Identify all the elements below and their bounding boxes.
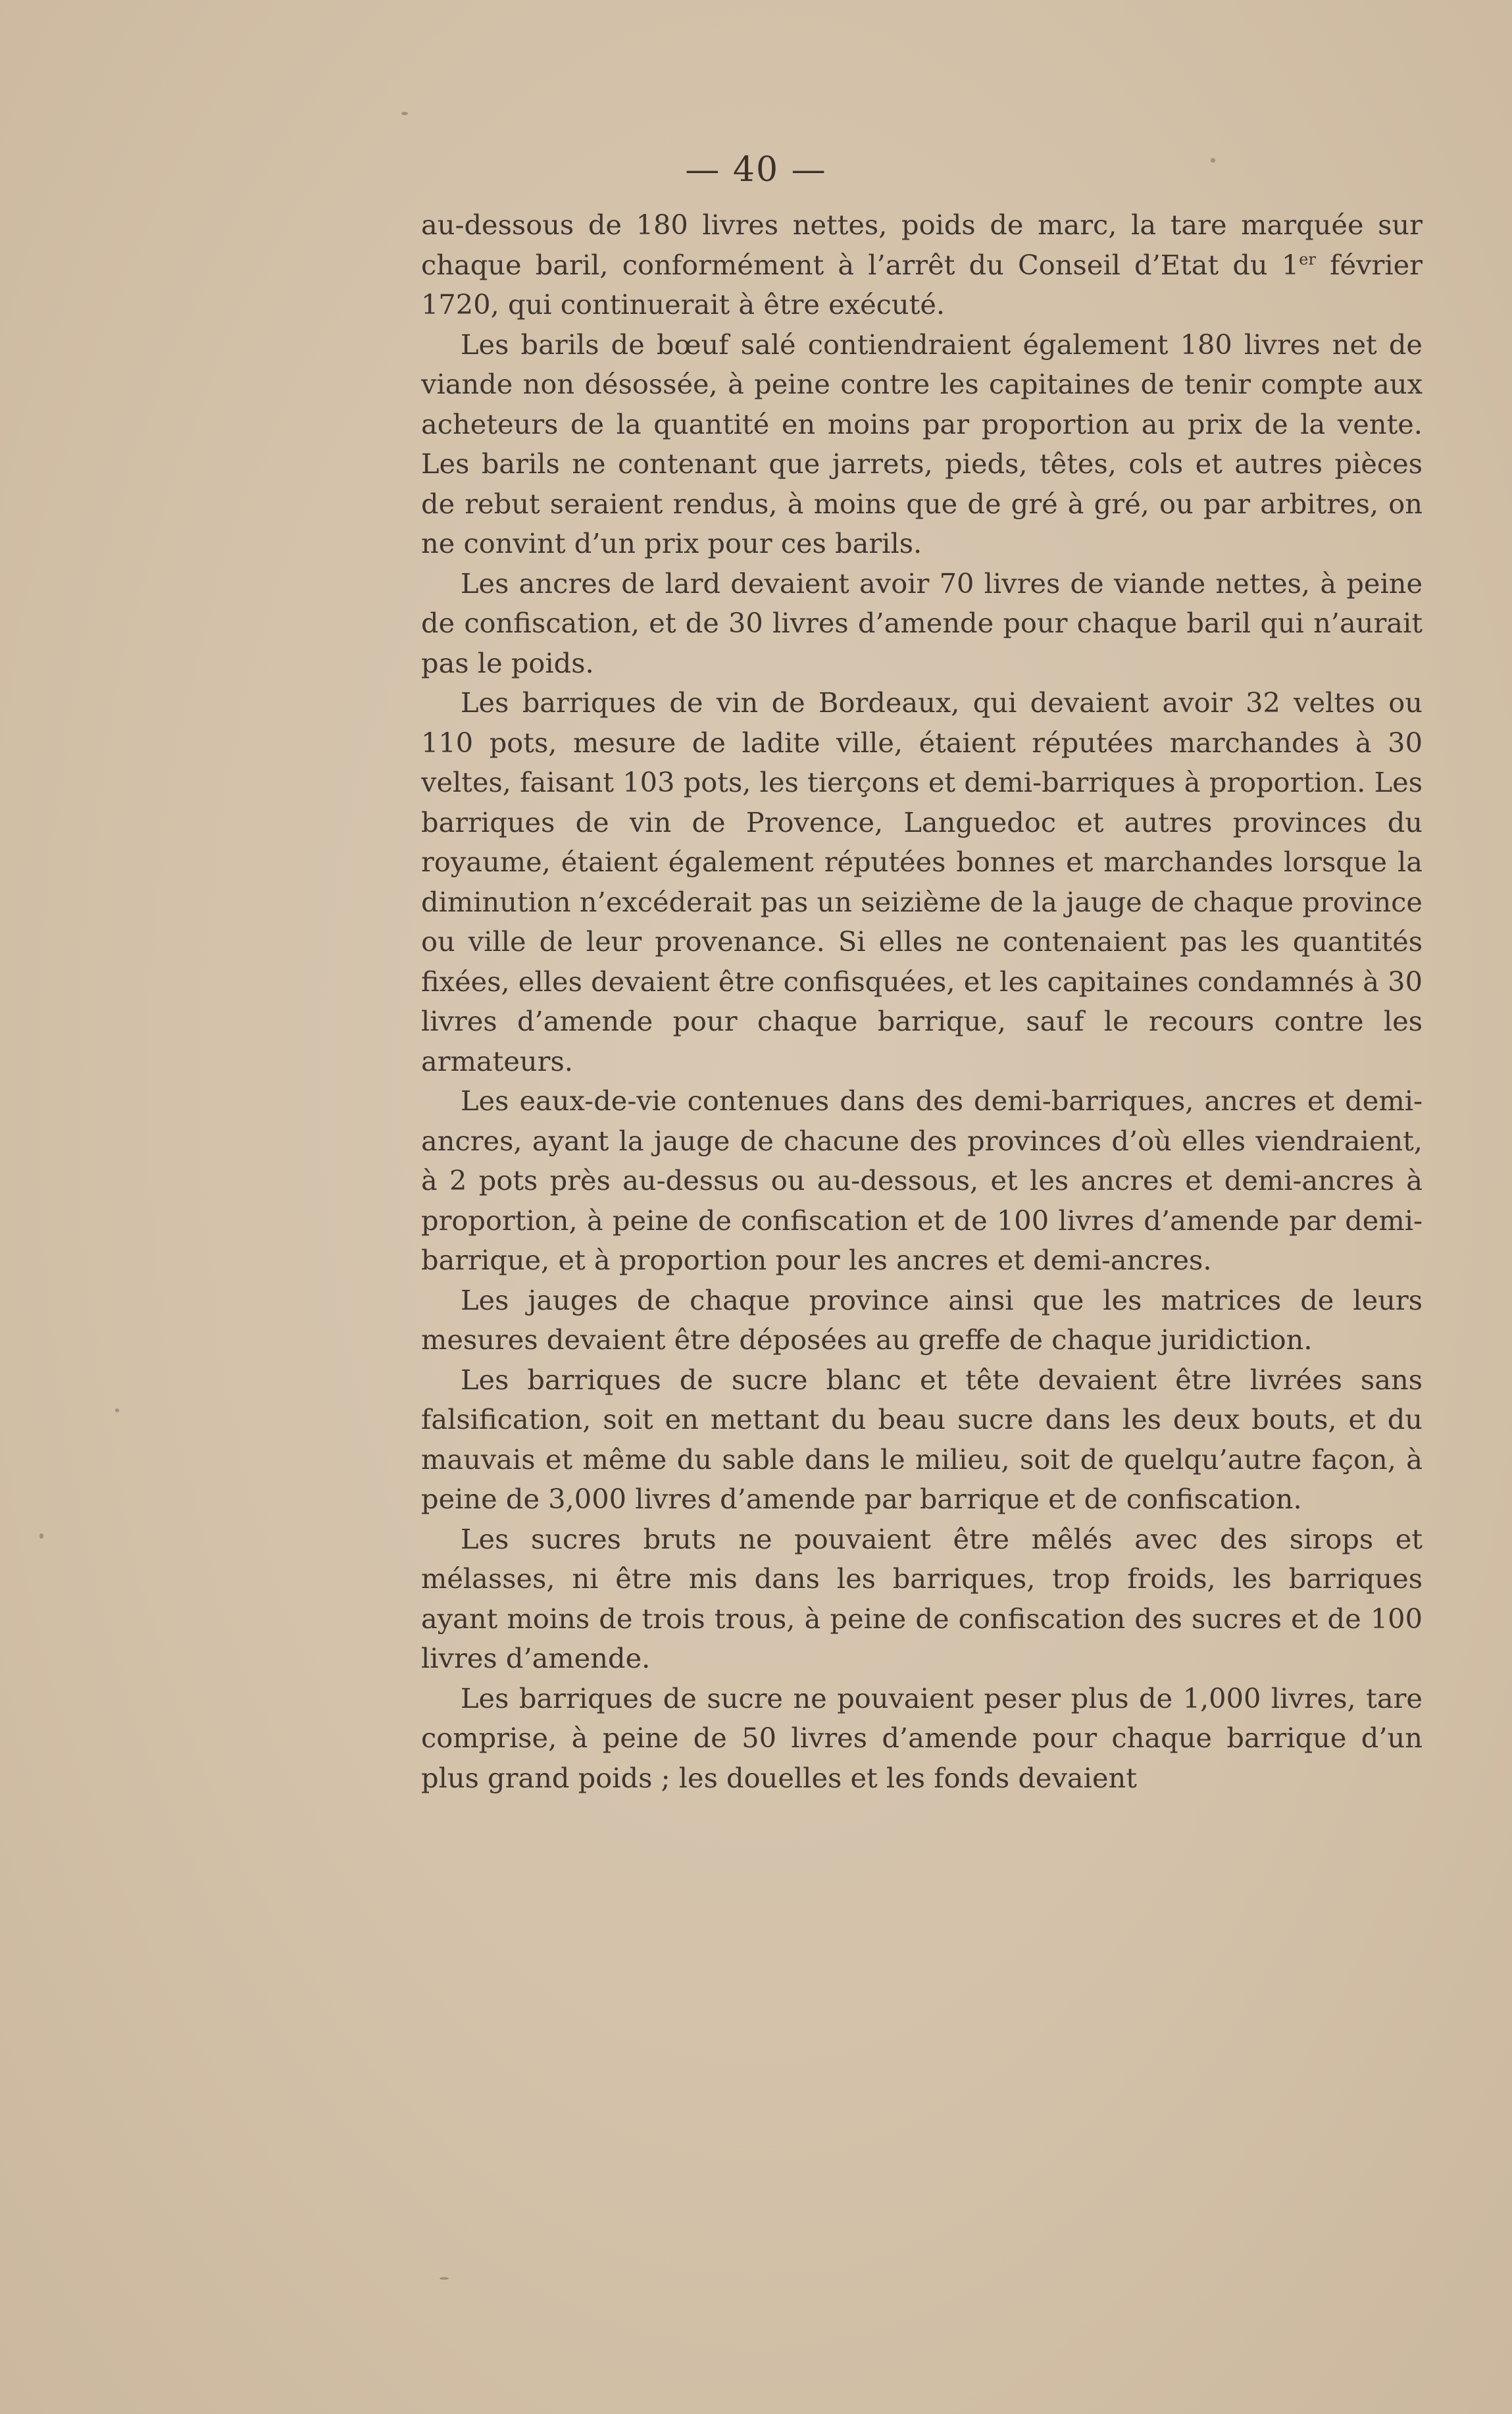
paragraph-5: Les eaux-de-vie contenues dans des demi-barriques, ancres et demi-ancres, ayant la jauge de chacune des provinces d’où elles viendraient, à 2 pots près au-dessus ou au-dessous, et les ancres et demi-ancres à proportion, à peine de confiscation et de 100 livres d’amende par demi-barrique, et à proportion pour les ancres et demi-ancres. <box>421 1085 1423 1276</box>
body-text <box>421 205 1423 1798</box>
ordinal-superscript: er <box>1299 249 1316 269</box>
paragraph-4: Les barriques de vin de Bordeaux, qui devaient avoir 32 veltes ou 110 pots, mesure de ladite ville, étaient réputées marchandes à 30 veltes, faisant 103 pots, les tierçons et demi-barriques à proportion. Les barriques de vin de Provence, Languedoc et autres provinces du royaume, étaient également réputées bonnes et marchandes lorsque la diminution n’excéderait pas un seizième de la jauge de chaque province ou ville de leur provenance. Si elles ne contenaient pas les quantités fixées, elles devaient être confisquées, et les capitaines condamnés à 30 livres d’amende pour chaque barrique, sauf le recours contre les armateurs. <box>421 686 1423 1077</box>
paragraph-1-text: au-dessous de 180 livres nettes, poids de marc, la tare marquée sur chaque baril, conformément à l’arrêt du Conseil d’Etat du 1 <box>421 209 1423 281</box>
paper-speck <box>401 112 408 115</box>
paragraph-1 <box>421 205 1423 325</box>
paper-speck <box>1211 158 1215 163</box>
paragraph-2: Les barils de bœuf salé contiendraient également 180 livres net de viande non désossée, à peine contre les capitaines de tenir compte aux acheteurs de la quantité en moins par proportion au prix de la vente. Les barils ne contenant que jarrets, pieds, têtes, cols et autres pièces de rebut seraient rendus, à moins que de gré à gré, ou par arbitres, on ne convint d’un prix pour ces barils. <box>421 328 1423 559</box>
paragraph-3: Les ancres de lard devaient avoir 70 livres de viande nettes, à peine de confiscation, et de 30 livres d’amende pour chaque baril qui n’aurait pas le poids. <box>421 567 1423 679</box>
paper-speck <box>39 1533 43 1539</box>
paper-speck <box>115 1408 119 1412</box>
paragraph-1-text-end: février 1720, qui continuerait à être exécuté. <box>421 248 1423 321</box>
paragraph-6: Les jauges de chaque province ainsi que les matrices de leurs mesures devaient être déposées au greffe de chaque juridiction. <box>421 1283 1423 1356</box>
paragraph-8: Les sucres bruts ne pouvaient être mêlés avec des sirops et mélasses, ni être mis dans les barriques, trop froids, les barriques ayant moins de trois trous, à peine de confiscation des sucres et de 100 livres d’amende. <box>421 1522 1423 1674</box>
paper-speck <box>440 2277 449 2280</box>
paragraph-9: Les barriques de sucre ne pouvaient peser plus de 1,000 livres, tare comprise, à peine de 50 livres d’amende pour chaque barrique d’un plus grand poids ; les douelles et les fonds devaient <box>421 1682 1423 1794</box>
paragraph-7: Les barriques de sucre blanc et tête devaient être livrées sans falsification, soit en mettant du beau sucre dans les deux bouts, et du mauvais et même du sable dans le milieu, soit de quelqu’autre façon, à peine de 3,000 livres d’amende par barrique et de confiscation. <box>421 1363 1423 1515</box>
page-number: — 40 — <box>685 150 827 190</box>
